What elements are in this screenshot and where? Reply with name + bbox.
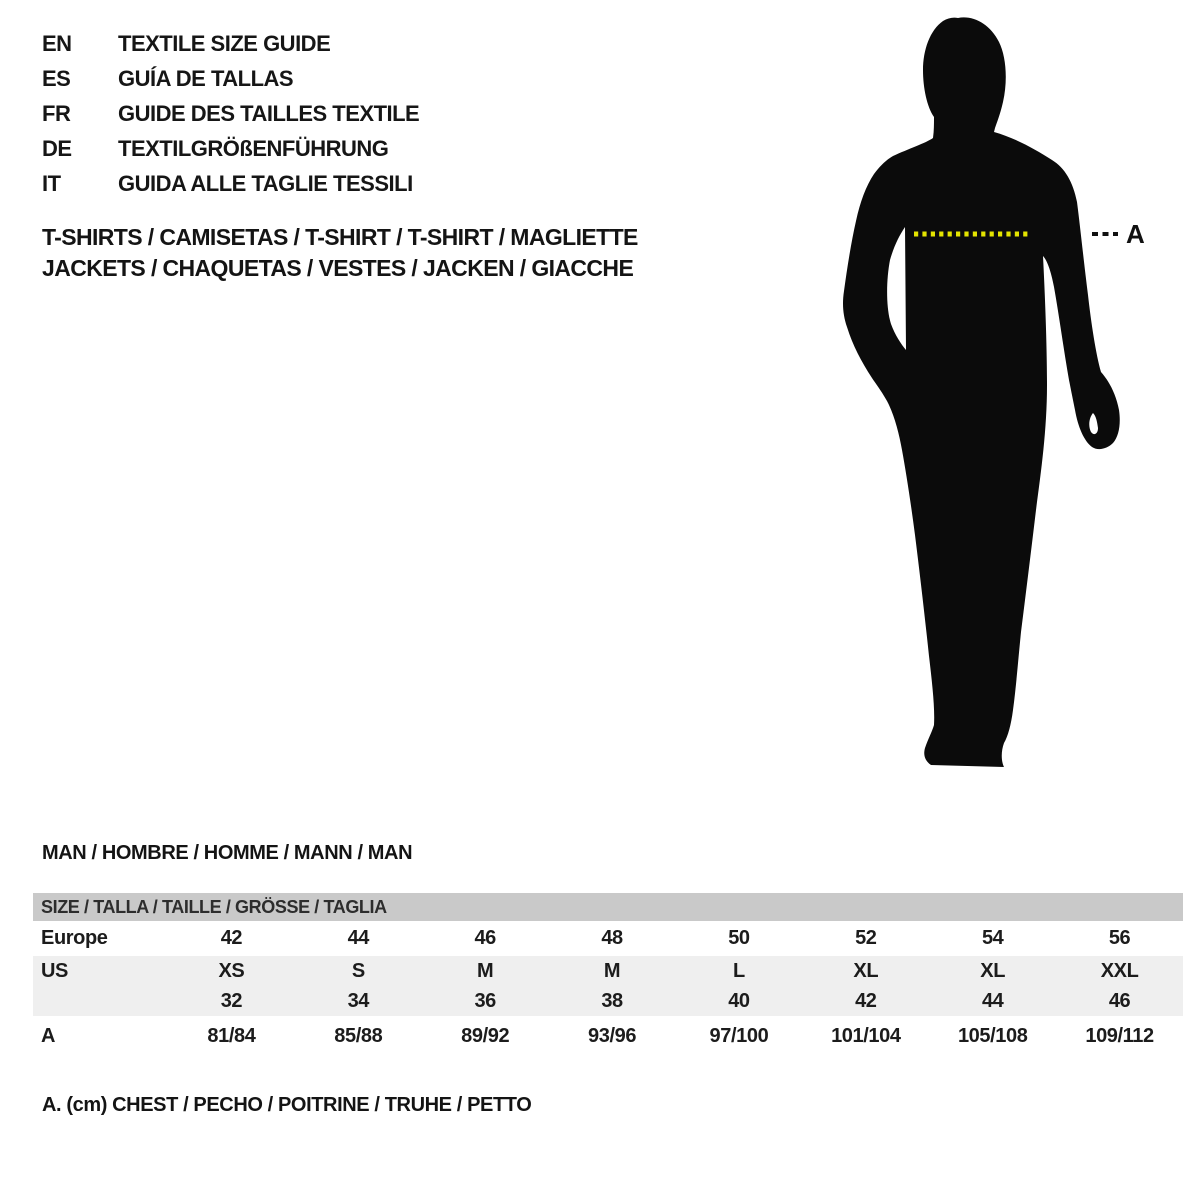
size-table [33, 893, 1183, 1056]
language-code: EN [42, 30, 72, 56]
measurement-footnote: A. (cm) CHEST / PECHO / POITRINE / TRUHE / PETTO [42, 1094, 532, 1116]
size-cell: 46 [1108, 989, 1131, 1012]
language-title: TEXTILGRÖßENFÜHRUNG [118, 135, 389, 161]
size-cell: 50 [728, 927, 750, 949]
size-cell: 48 [601, 927, 623, 949]
section-title-man: MAN / HOMBRE / HOMME / MANN / MAN [42, 842, 413, 864]
category-heading [42, 222, 638, 284]
size-cell: 52 [855, 927, 877, 949]
size-cell: XXL [1100, 959, 1139, 982]
size-cell: 93/96 [588, 1024, 637, 1047]
language-code: DE [42, 135, 72, 161]
size-cell: 36 [474, 989, 496, 1012]
size-table-row [33, 986, 1183, 1016]
category-line-jackets: JACKETS / CHAQUETAS / VESTES / JACKEN / GIACCHE [42, 255, 634, 281]
size-cell: 97/100 [709, 1024, 769, 1047]
size-table-row [33, 1016, 1183, 1056]
size-cell: 101/104 [831, 1024, 901, 1047]
size-row-label: Europe [41, 927, 108, 949]
size-cell: 109/112 [1085, 1024, 1154, 1047]
language-code: ES [42, 65, 71, 91]
language-row [42, 96, 419, 131]
man-silhouette-figure [830, 10, 1150, 785]
size-cell: 38 [601, 989, 623, 1012]
language-title: GUIDA ALLE TAGLIE TESSILI [118, 170, 413, 196]
language-row [42, 61, 419, 96]
size-table-row [33, 956, 1183, 986]
size-cell: S [351, 959, 365, 982]
language-row [42, 166, 419, 201]
size-cell: L [733, 959, 745, 982]
language-guide [42, 26, 419, 201]
size-cell: 85/88 [334, 1024, 383, 1047]
size-table-row [33, 921, 1183, 956]
size-cell: 105/108 [957, 1024, 1028, 1047]
size-cell: 81/84 [207, 1024, 256, 1047]
size-row-label: A [41, 1024, 56, 1047]
size-cell: XL [853, 959, 879, 982]
size-cell: 40 [728, 989, 750, 1012]
measure-label-a: A [1126, 219, 1145, 249]
language-row [42, 131, 419, 166]
language-code: FR [42, 100, 71, 126]
man-silhouette [843, 17, 1120, 767]
size-cell: 44 [981, 989, 1004, 1012]
language-row [42, 26, 419, 61]
language-title: GUIDE DES TAILLES TEXTILE [118, 100, 420, 126]
size-cell: XS [218, 959, 245, 982]
size-cell: 46 [474, 927, 496, 949]
size-row-label: US [41, 959, 68, 982]
size-cell: 32 [220, 989, 243, 1012]
size-cell: M [603, 959, 621, 982]
size-cell: 42 [855, 989, 877, 1012]
category-line-tshirts: T-SHIRTS / CAMISETAS / T-SHIRT / T-SHIRT / MAGLIETTE [42, 224, 638, 250]
size-cell: M [477, 959, 494, 982]
language-title: GUÍA DE TALLAS [118, 65, 294, 91]
size-cell: 42 [220, 927, 243, 949]
size-cell: 34 [347, 989, 370, 1012]
size-cell: XL [980, 959, 1006, 982]
size-table-body [33, 921, 1183, 1056]
language-code: IT [42, 170, 61, 196]
language-title: TEXTILE SIZE GUIDE [118, 30, 331, 56]
size-cell: 54 [981, 927, 1004, 949]
size-cell: 89/92 [461, 1024, 510, 1047]
size-table-header: SIZE / TALLA / TAILLE / GRÖSSE / TAGLIA [33, 893, 1183, 921]
size-cell: 56 [1108, 927, 1131, 949]
size-cell: 44 [347, 927, 370, 949]
